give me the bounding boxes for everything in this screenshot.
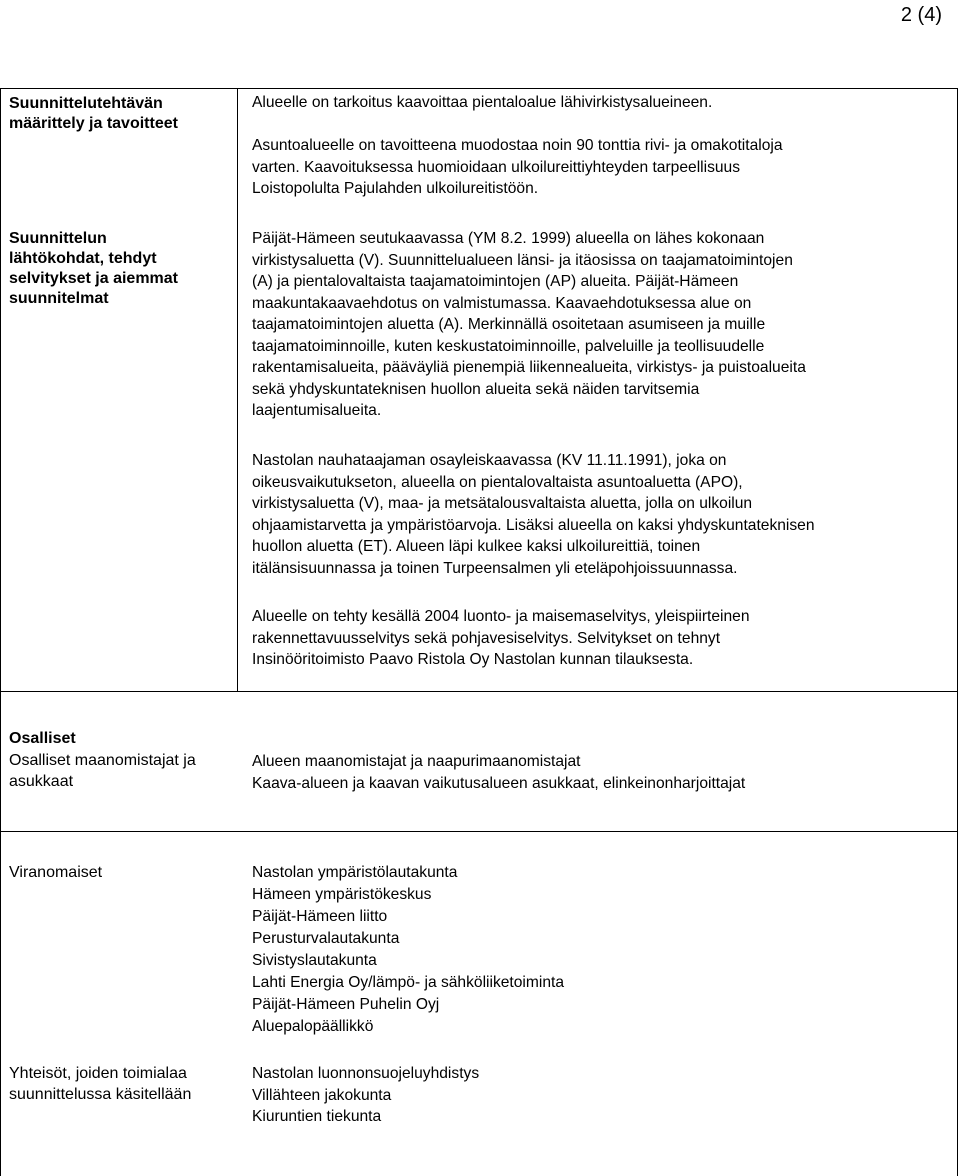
row-divider — [1, 691, 957, 692]
list-item: Kiuruntien tiekunta — [252, 1108, 382, 1125]
list-item: Kaava-alueen ja kaavan vaikutusalueen asukkaat, elinkeinonharjoittajat — [252, 774, 746, 792]
row-divider — [1, 831, 957, 832]
list-item: Aluepalopäällikkö — [252, 1018, 374, 1035]
communities-label: Yhteisöt, joiden toimialaa suunnittelussa käsitellään — [9, 1065, 192, 1103]
list-item: Päijät-Hämeen liitto — [252, 908, 388, 925]
list-item: Villähteen jakokunta — [252, 1086, 392, 1104]
master-plan-paragraph: Nastolan nauhataajaman osayleiskaavassa (KV 11.11.1991), joka on oikeusvaikutukseton, alueella on pientalovaltaista asuntoaluetta (APO), virkistysaluetta (V), maa- ja metsätalousvaltaista aluetta, jolla on ulkoilun ohjaamistarvetta ja ympäristöarvoja. Lisäksi alueella on kaksi yhdyskuntateknisen huollon aluetta (ET). Alueen läpi kulkee kaksi ulkoilureittiä, toinen itälänsisuunnassa ja toinen Turpeensalmen yli eteläpohjoissuunnassa. — [252, 452, 815, 577]
communities-list — [252, 1063, 942, 1128]
list-item: Sivistyslautakunta — [252, 952, 377, 969]
list-item: Päijät-Hämeen Puhelin Oyj — [252, 996, 440, 1013]
stakeholders-list — [252, 751, 942, 794]
list-item: Hämeen ympäristökeskus — [252, 886, 432, 903]
list-item: Lahti Energia Oy/lämpö- ja sähköliiketoiminta — [252, 974, 565, 991]
regional-plan-paragraph: Päijät-Hämeen seutukaavassa (YM 8.2. 1999) alueella on lähes kokonaan virkistysaluetta (V). Suunnittelualueen länsi- ja itäosissa on taajamatoimintojen (A) ja pientalovaltaista taajamatoimintojen (AP) alueita. Päijät-Hämeen maakuntakaavaehdotus on valmistumassa. Kaavaehdotuksessa alue on taajamatoimintojen aluetta (A). Merkinnällä osoitetaan asumiseen ja muille taajamatoiminnoille, kuten keskustatoiminnoille, palveluille ja teollisuudelle rakentamisalueita, pääväyliä pienempiä liikennealueita, virkistys- ja puistoalueita sekä yhdyskuntateknisen huollon alueita sekä näiden tarvitsemia laajentumisalueita. — [252, 230, 806, 419]
goals-paragraph-1: Alueelle on tarkoitus kaavoittaa pientaloalue lähivirkistysalueineen. — [252, 94, 713, 111]
goals-paragraph-2: Asuntoalueelle on tavoitteena muodostaa noin 90 tonttia rivi- ja omakotitaloja varten. Kaavoituksessa huomioidaan ulkoilureittiyhteyden tarpeellisuus Loistopolulta Pajulahden ulkoilureitistöön. — [252, 137, 783, 197]
planning-table — [0, 88, 958, 1176]
column-divider — [237, 89, 238, 691]
goals-label: Suunnittelutehtävän määrittely ja tavoitteet — [9, 95, 178, 132]
stakeholders-label: Osalliset maanomistajat ja asukkaat — [9, 752, 196, 790]
list-item: Alueen maanomistajat ja naapurimaanomistajat — [252, 753, 581, 770]
list-item: Perusturvalautakunta — [252, 930, 400, 947]
list-item: Nastolan ympäristölautakunta — [252, 864, 458, 881]
authorities-list — [252, 862, 942, 1038]
stakeholders-heading: Osalliset — [9, 730, 76, 747]
background-label: Suunnittelun lähtökohdat, tehdyt selvitykset ja aiemmat suunnitelmat — [9, 230, 178, 307]
surveys-paragraph: Alueelle on tehty kesällä 2004 luonto- ja maisemaselvitys, yleispiirteinen rakennettavuusselvitys sekä pohjavesiselvitys. Selvitykset on tehnyt Insinööritoimisto Paavo Ristola Oy Nastolan kunnan tilauksesta. — [252, 608, 750, 668]
authorities-label: Viranomaiset — [9, 864, 103, 881]
page-number: 2 (4) — [900, 4, 942, 26]
list-item: Nastolan luonnonsuojeluyhdistys — [252, 1065, 480, 1082]
